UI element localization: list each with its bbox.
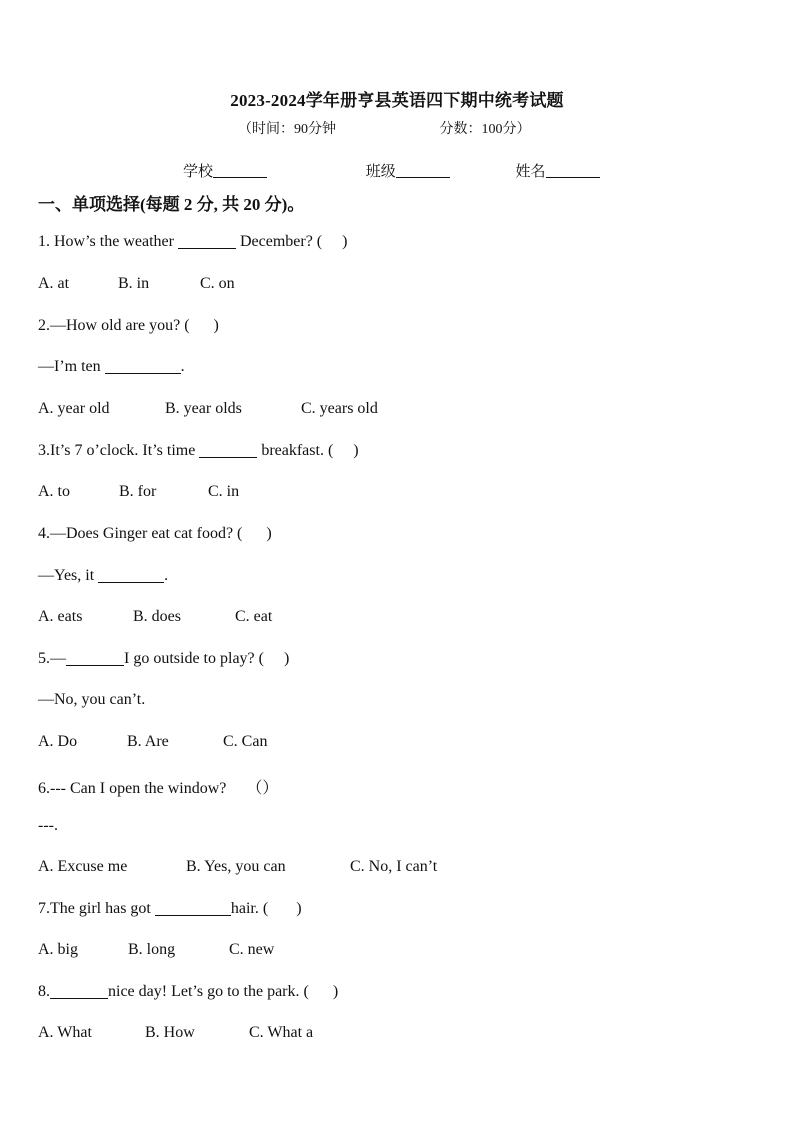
class-field xyxy=(366,160,450,181)
q7-stem-b: hair. ( ) xyxy=(230,900,302,917)
q5-reply: —No, you can’t. xyxy=(38,691,146,708)
q7-stem-a: 7.The girl has got xyxy=(38,900,155,917)
q4-blank[interactable] xyxy=(98,568,164,583)
q1-option-a[interactable]: A. at xyxy=(38,275,70,292)
q5-options xyxy=(38,733,267,751)
q4-options xyxy=(38,608,272,626)
q2-reply-b: . xyxy=(180,358,185,375)
q5-stem-a: 5.— xyxy=(38,650,66,667)
q5-option-b[interactable]: B. Are xyxy=(127,733,169,750)
exam-time: （时间：90分钟 xyxy=(238,122,336,137)
q5-blank[interactable] xyxy=(66,651,124,666)
q1-stem-a: 1. How’s the weather xyxy=(38,233,178,250)
q3-option-c[interactable]: C. in xyxy=(208,483,240,500)
q4-reply xyxy=(38,567,168,585)
q3-options xyxy=(38,483,239,501)
q3-blank[interactable] xyxy=(199,443,257,458)
q6-option-a[interactable]: A. Excuse me xyxy=(38,858,128,875)
exam-title: 2023-2024学年册亨县英语四下期中统考试题 xyxy=(230,91,564,110)
name-field xyxy=(516,160,600,181)
q2-option-c[interactable]: C. years old xyxy=(301,400,378,417)
q2-reply xyxy=(38,358,185,376)
school-blank[interactable] xyxy=(213,163,267,178)
q7-blank[interactable] xyxy=(155,901,231,916)
exam-subtitle xyxy=(238,118,531,138)
q7-option-a[interactable]: A. big xyxy=(38,941,78,958)
question-4: 4.—Does Ginger eat cat food? ( ) xyxy=(38,525,272,542)
q1-blank[interactable] xyxy=(178,234,236,249)
q7-options xyxy=(38,941,274,959)
question-8 xyxy=(38,983,338,1001)
question-1 xyxy=(38,233,347,251)
q8-stem-a: 8. xyxy=(38,983,50,1000)
q2-option-b[interactable]: B. year olds xyxy=(165,400,242,417)
q6-reply: ---. xyxy=(38,817,58,834)
q6-option-c[interactable]: C. No, I can’t xyxy=(350,858,438,875)
question-7 xyxy=(38,900,302,918)
q1-stem-b: December? ( ) xyxy=(235,233,348,250)
question-6: 6.--- Can I open the window? （） xyxy=(38,780,279,797)
q2-options xyxy=(38,400,378,418)
q5-option-a[interactable]: A. Do xyxy=(38,733,78,750)
q8-option-b[interactable]: B. How xyxy=(145,1024,195,1041)
q1-option-b[interactable]: B. in xyxy=(118,275,150,292)
q2-blank[interactable] xyxy=(105,359,181,374)
q3-stem-b: breakfast. ( ) xyxy=(257,442,359,459)
name-blank[interactable] xyxy=(546,163,600,178)
q8-stem-b: nice day! Let’s go to the park. ( ) xyxy=(108,983,339,1000)
q4-reply-b: . xyxy=(164,567,169,584)
q7-option-b[interactable]: B. long xyxy=(128,941,176,958)
q6-options xyxy=(38,858,437,876)
q3-stem-a: 3.It’s 7 o’clock. It’s time xyxy=(38,442,200,459)
q3-option-b[interactable]: B. for xyxy=(119,483,157,500)
q3-option-a[interactable]: A. to xyxy=(38,483,70,500)
q4-reply-a: —Yes, it xyxy=(38,567,99,584)
class-label: 班级 xyxy=(365,164,396,180)
class-blank[interactable] xyxy=(396,163,450,178)
q8-options xyxy=(38,1024,313,1042)
q4-option-b[interactable]: B. does xyxy=(133,608,181,625)
school-label: 学校 xyxy=(183,164,214,180)
q1-option-c[interactable]: C. on xyxy=(200,275,235,292)
question-2: 2.—How old are you? ( ) xyxy=(38,317,219,334)
q4-option-c[interactable]: C. eat xyxy=(235,608,273,625)
q4-option-a[interactable]: A. eats xyxy=(38,608,83,625)
q8-blank[interactable] xyxy=(50,984,108,999)
q7-option-c[interactable]: C. new xyxy=(229,941,275,958)
section-heading: 一、单项选择(每题 2 分, 共 20 分)。 xyxy=(38,195,305,214)
q2-option-a[interactable]: A. year old xyxy=(38,400,110,417)
q5-stem-b: I go outside to play? ( ) xyxy=(124,650,290,667)
exam-score: 分数：100分） xyxy=(439,122,531,137)
question-5 xyxy=(38,650,289,668)
school-field xyxy=(183,160,267,181)
q8-option-c[interactable]: C. What a xyxy=(249,1024,314,1041)
q2-reply-a: —I’m ten xyxy=(38,358,105,375)
q5-option-c[interactable]: C. Can xyxy=(223,733,268,750)
q1-options xyxy=(38,275,235,293)
question-3 xyxy=(38,442,359,460)
q8-option-a[interactable]: A. What xyxy=(38,1024,92,1041)
q6-option-b[interactable]: B. Yes, you can xyxy=(186,858,286,875)
student-info xyxy=(183,160,600,181)
name-label: 姓名 xyxy=(515,164,546,180)
